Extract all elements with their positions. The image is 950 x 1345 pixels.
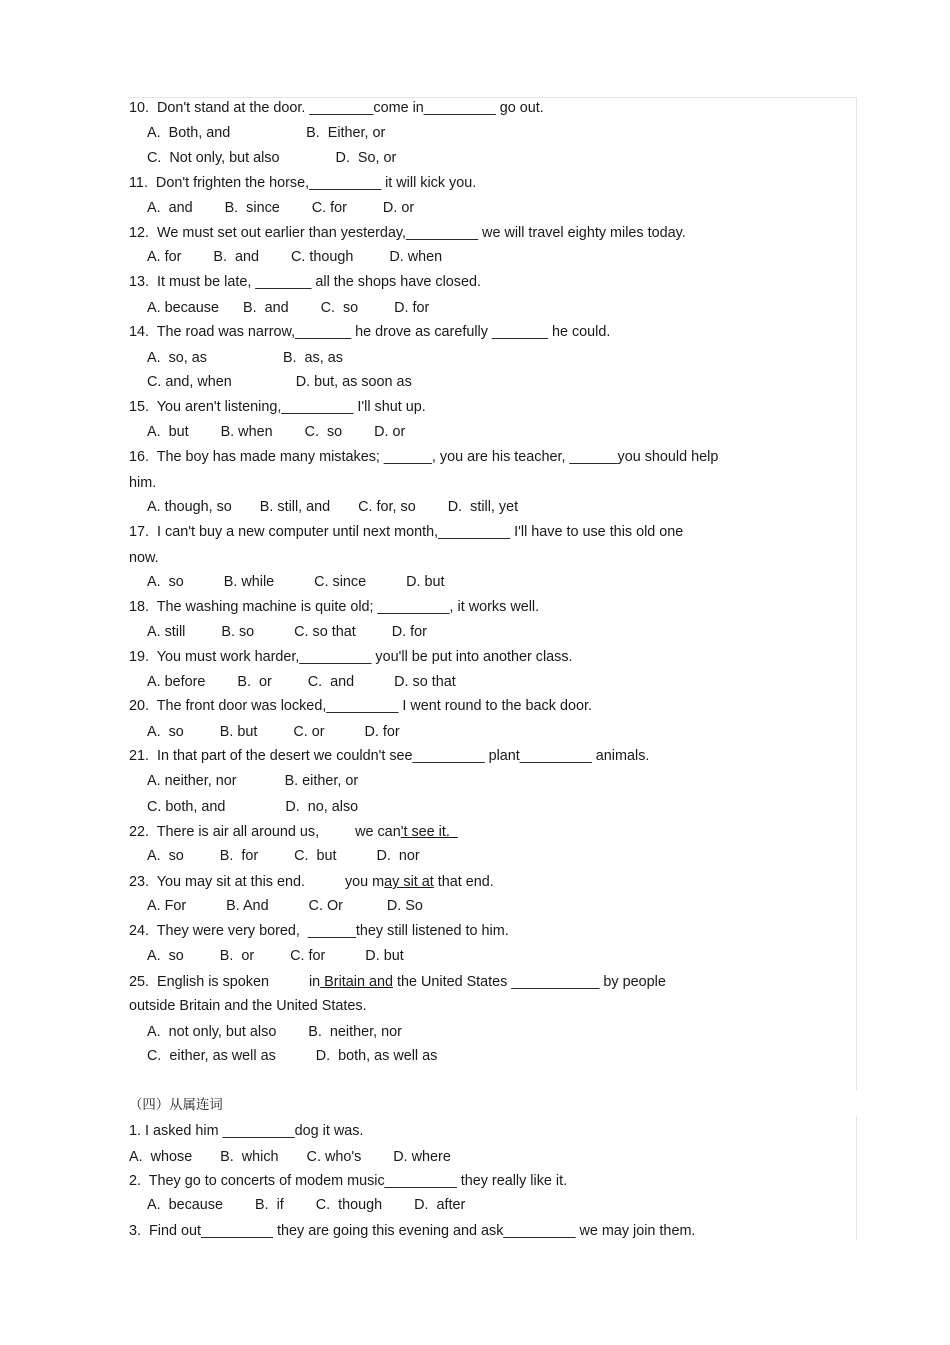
question-23-text-end: that end. [433, 874, 494, 890]
question-22-text: 22. There is air all around us, we can [129, 824, 401, 840]
question-23-underlined-text: ay sit at [384, 874, 434, 890]
question-16-continued: him. [129, 475, 157, 491]
question-22 [129, 823, 458, 841]
question-23-text: 23. You may sit at this end. you m [129, 874, 385, 890]
question-11: 11. Don't frighten the horse,_________ it will kick you. [129, 175, 477, 191]
question-13: 13. It must be late, _______ all the shops have closed. [129, 274, 482, 290]
question-14-options-row-1: A. so, as B. as, as [147, 350, 343, 366]
question-14: 14. The road was narrow,_______ he drove as carefully _______ he could. [129, 324, 611, 340]
question-16-options: A. though, so B. still, and C. for, so D. still, yet [147, 499, 519, 515]
page-frame-right-border-lower [856, 1116, 857, 1240]
question-25-underlined-text: Britain and [320, 974, 393, 990]
question-19-options: A. before B. or C. and D. so that [147, 674, 456, 690]
sub-question-3: 3. Find out_________ they are going this evening and ask_________ we may join them. [129, 1223, 696, 1239]
sub-question-2-options: A. because B. if C. though D. after [147, 1197, 466, 1213]
question-25-text-end: the United States ___________ by people [392, 974, 666, 990]
question-24-options: A. so B. or C. for D. but [147, 948, 404, 964]
sub-question-1-options: A. whose B. which C. who's D. where [129, 1149, 451, 1165]
question-12: 12. We must set out earlier than yesterday,_________ we will travel eighty miles today. [129, 225, 686, 241]
question-25-options-row-2: C. either, as well as D. both, as well as [147, 1048, 438, 1064]
sub-question-1: 1. I asked him _________dog it was. [129, 1123, 364, 1139]
sub-question-2: 2. They go to concerts of modem music_________ they really like it. [129, 1173, 568, 1189]
question-21-options-row-1: A. neither, nor B. either, or [147, 773, 359, 789]
question-16: 16. The boy has made many mistakes; ______, you are his teacher, ______you should help [129, 449, 719, 465]
question-15: 15. You aren't listening,_________ I'll shut up. [129, 399, 426, 415]
question-25 [129, 973, 666, 991]
question-20: 20. The front door was locked,_________ I went round to the back door. [129, 698, 592, 714]
question-20-options: A. so B. but C. or D. for [147, 724, 400, 740]
question-12-options: A. for B. and C. though D. when [147, 249, 443, 265]
question-25-continued: outside Britain and the United States. [129, 998, 367, 1014]
question-18: 18. The washing machine is quite old; _________, it works well. [129, 599, 540, 615]
question-22-underlined-text: 't see it. [400, 824, 458, 840]
question-22-options: A. so B. for C. but D. nor [147, 848, 420, 864]
page-frame-right-border [856, 97, 857, 1090]
question-13-options: A. because B. and C. so D. for [147, 300, 430, 316]
question-17-options: A. so B. while C. since D. but [147, 574, 445, 590]
question-17: 17. I can't buy a new computer until next month,_________ I'll have to use this old one [129, 524, 684, 540]
question-14-options-row-2: C. and, when D. but, as soon as [147, 374, 412, 390]
question-10-options-row-2: C. Not only, but also D. So, or [147, 150, 397, 166]
question-15-options: A. but B. when C. so D. or [147, 424, 406, 440]
question-10: 10. Don't stand at the door. ________come in_________ go out. [129, 100, 544, 116]
question-18-options: A. still B. so C. so that D. for [147, 624, 427, 640]
question-23 [129, 873, 494, 891]
question-25-options-row-1: A. not only, but also B. neither, nor [147, 1024, 402, 1040]
page-frame-top-border [128, 97, 857, 98]
question-21-options-row-2: C. both, and D. no, also [147, 799, 359, 815]
section-title-subordinating-conjunctions: （四）从属连词 [129, 1098, 223, 1113]
question-17-continued: now. [129, 550, 159, 566]
question-21: 21. In that part of the desert we couldn't see_________ plant_________ animals. [129, 748, 650, 764]
question-10-options-row-1: A. Both, and B. Either, or [147, 125, 386, 141]
question-23-options: A. For B. And C. Or D. So [147, 898, 423, 914]
question-11-options: A. and B. since C. for D. or [147, 200, 415, 216]
question-25-text: 25. English is spoken in [129, 974, 321, 990]
question-19: 19. You must work harder,_________ you'll be put into another class. [129, 649, 573, 665]
question-24: 24. They were very bored, ______they still listened to him. [129, 923, 509, 939]
